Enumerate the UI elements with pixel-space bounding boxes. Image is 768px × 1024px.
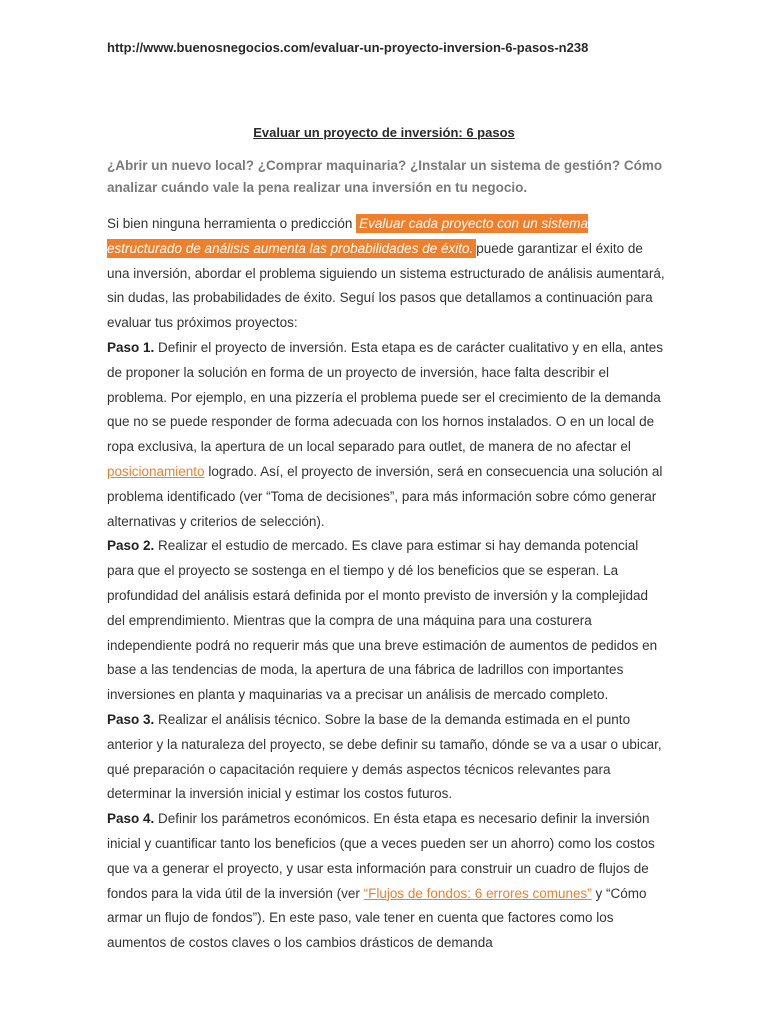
step-1-label: Paso 1. [107, 339, 155, 355]
intro-text-continued: puede garantizar el éxito de una inversión, abordar el problema siguiendo un sistema estructurado de análisis aumentará, sin dudas, las probabilidades de éxito. Seguí los pasos que detallamos a continuación para evaluar tus próximos proyectos: [107, 240, 665, 331]
highlighted-quote: Evaluar cada proyecto con un sistema estructurado de análisis aumenta las probabilidades de éxito. [107, 216, 589, 256]
source-url: http://www.buenosnegocios.com/evaluar-un-proyecto-inversion-6-pasos-n238 [107, 40, 589, 55]
step-2-text: Realizar el estudio de mercado. Es clave para estimar si hay demanda potencial para que el proyecto se sostenga en el tiempo y dé los beneficios que se esperan. La profundidad del análisis estará definida por el monto previsto de inversión y la complejidad del emprendimiento. Mientras que la compra de una máquina para una costurera independiente podrá no requerir más que una breve estimación de aumentos de pedidos en base a las tendencias de moda, la apertura de una fábrica de ladrillos con importantes inversiones en planta y maquinarias va a precisar un análisis de mercado completo. [107, 538, 658, 703]
intro-text: Si bien ninguna herramienta o predicción [107, 216, 357, 231]
step-2-paragraph [107, 534, 665, 708]
step-4-text-continued: y “Cómo armar un flujo de fondos”). En este paso, vale tener en cuenta que factores como los aumentos de costos claves o los cambios drásticos de demanda [107, 885, 647, 951]
step-3-paragraph [107, 708, 665, 807]
article-body [107, 212, 665, 956]
step-1-text: Definir el proyecto de inversión. Esta etapa es de carácter cualitativo y en ella, antes de proponer la solución en forma de un proyecto de inversión, hace falta describir el problema. Por ejemplo, en una pizzería el problema puede ser el crecimiento de la demanda que no se puede responder de forma adecuada con los hornos instalados. O en un local de ropa exclusiva, la apertura de un local separado para outlet, de manera de no afectar el [107, 339, 664, 455]
step-4-label: Paso 4. [107, 811, 155, 827]
step-2-label: Paso 2. [107, 538, 155, 554]
flujos-de-fondos-link[interactable]: “Flujos de fondos: 6 errores comunes” [363, 885, 592, 901]
step-4-text: Definir los parámetros económicos. En ésta etapa es necesario definir la inversión inicial y cuantificar tanto los beneficios (que a veces pueden ser un ahorro) como los costos que va a generar el proyecto, y usar esta información para construir un cuadro de flujos de fondos para la vida útil de la inversión (ver [107, 811, 655, 901]
article-subtitle: ¿Abrir un nuevo local? ¿Comprar maquinaria? ¿Instalar un sistema de gestión? Cómo analizar cuándo vale la pena realizar una inversión en tu negocio. [107, 158, 663, 195]
posicionamiento-link[interactable]: posicionamiento [107, 463, 205, 479]
step-3-text: Realizar el análisis técnico. Sobre la base de la demanda estimada en el punto anterior y la naturaleza del proyecto, se debe definir su tamaño, dónde se va a usar o ubicar, qué preparación o capacitación requiere y demás aspectos técnicos relevantes para determinar la inversión inicial y estimar los costos futuros. [107, 711, 662, 802]
step-4-paragraph [107, 807, 665, 956]
step-1-paragraph [107, 336, 665, 534]
intro-paragraph [107, 212, 665, 336]
step-1-text-continued: logrado. Así, el proyecto de inversión, será en consecuencia una solución al problema identificado (ver “Toma de decisiones”, para más información sobre cómo generar alternativas y criterios de selección). [107, 463, 663, 529]
article-title: Evaluar un proyecto de inversión: 6 pasos [253, 125, 515, 140]
step-3-label: Paso 3. [107, 711, 155, 727]
